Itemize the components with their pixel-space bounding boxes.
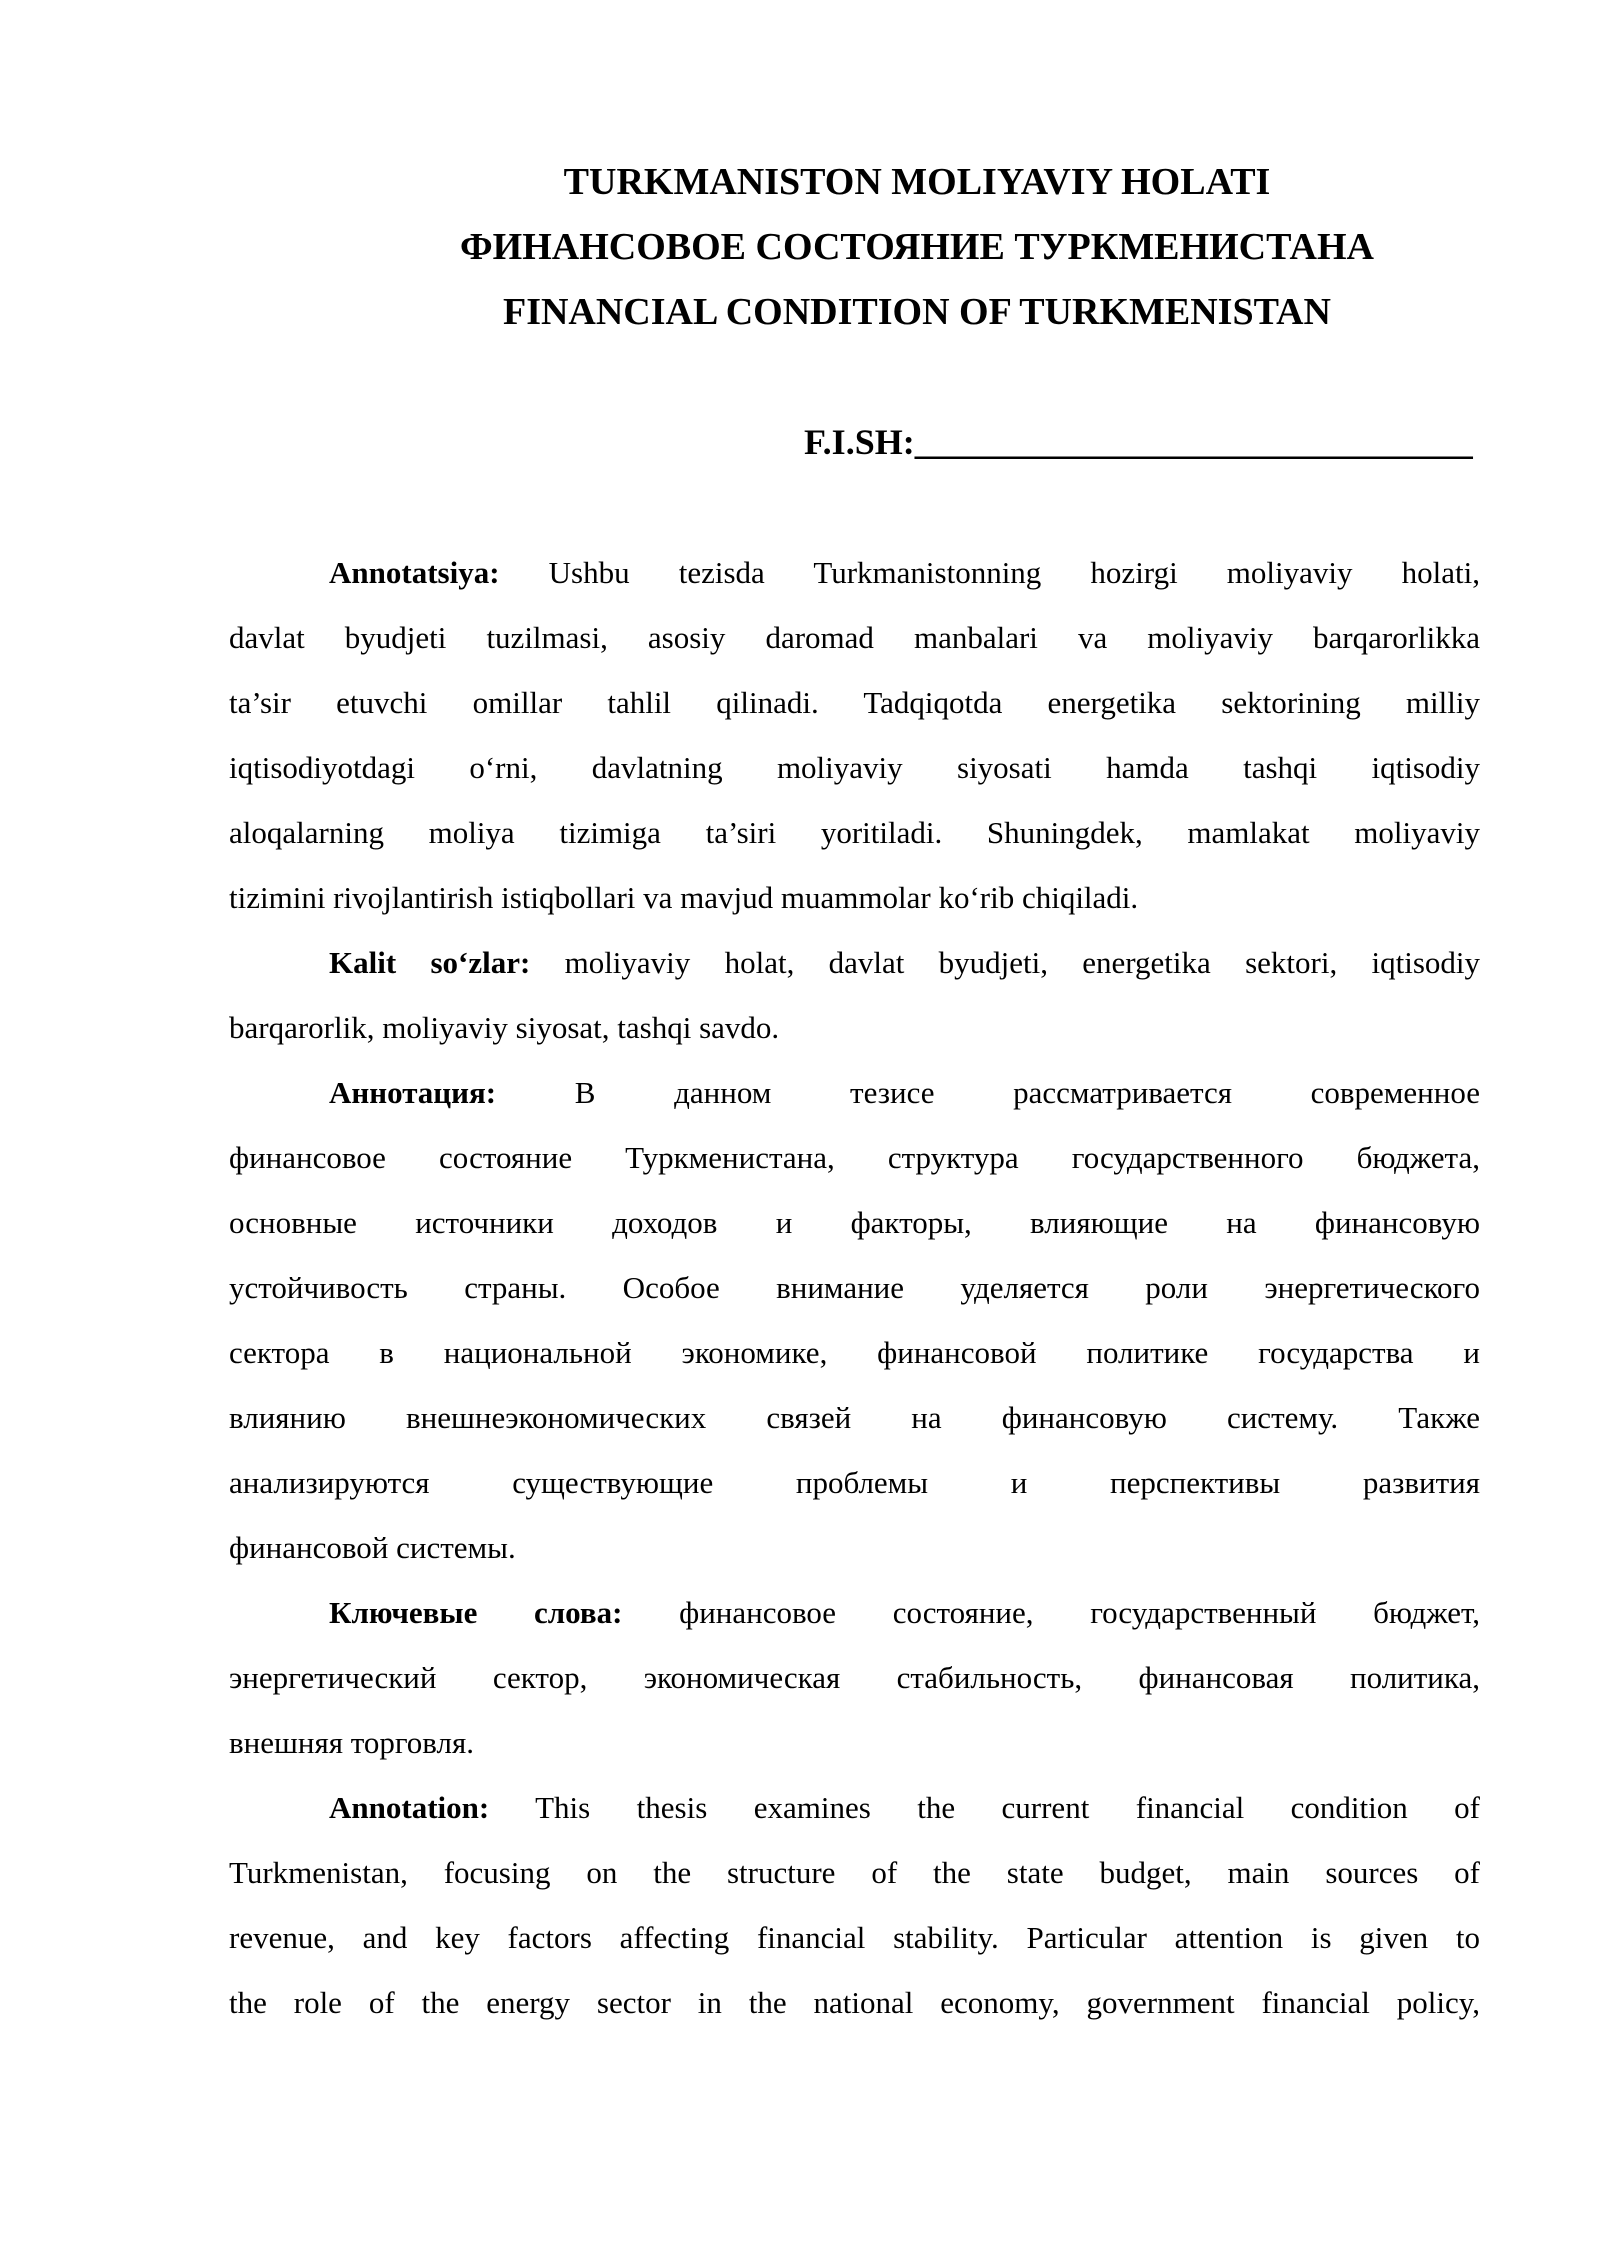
text-line: tizimini rivojlantirish istiqbollari va mavjud muammolar ko‘rib chiqiladi. bbox=[229, 880, 1139, 915]
document-title bbox=[229, 150, 1480, 345]
title-line-russian: ФИНАНСОВОЕ СОСТОЯНИЕ ТУРКМЕНИСТАНА bbox=[460, 226, 1374, 268]
text-line: устойчивость страны. Особое внимание уделяется роли энергетического bbox=[229, 1270, 1480, 1305]
text-line: aloqalarning moliya tizimiga ta’siri yoritiladi. Shuningdek, mamlakat moliyaviy bbox=[229, 815, 1480, 850]
paragraph-lead-label: Annotatsiya: bbox=[329, 555, 500, 590]
text-line: основные источники доходов и факторы, влияющие на финансовую bbox=[229, 1205, 1480, 1240]
author-name-line bbox=[229, 410, 1480, 475]
text-line: Аннотация: В данном тезисе рассматривается современное bbox=[329, 1075, 1480, 1110]
text-line: энергетический сектор, экономическая стабильность, финансовая политика, bbox=[229, 1660, 1480, 1695]
text-line: Annotatsiya: Ushbu tezisda Turkmanistonning hozirgi moliyaviy holati, bbox=[329, 555, 1480, 590]
text-line: barqarorlik, moliyaviy siyosat, tashqi savdo. bbox=[229, 1010, 780, 1045]
text-line: ta’sir etuvchi omillar tahlil qilinadi. Tadqiqotda energetika sektorining milliy bbox=[229, 685, 1480, 720]
text-line: анализируются существующие проблемы и перспективы развития bbox=[229, 1465, 1480, 1500]
title-line-uzbek: TURKMANISTON MOLIYAVIY HOLATI bbox=[563, 161, 1271, 203]
spacer bbox=[229, 345, 1480, 410]
text-line: влиянию внешнеэкономических связей на финансовую систему. Также bbox=[229, 1400, 1480, 1435]
body-paragraphs bbox=[229, 540, 1480, 2035]
text-line: revenue, and key factors affecting financial stability. Particular attention is given to bbox=[229, 1920, 1480, 1955]
text-line: davlat byudjeti tuzilmasi, asosiy daromad manbalari va moliyaviy barqarorlikka bbox=[229, 620, 1480, 655]
text-line: Turkmenistan, focusing on the structure of the state budget, main sources of bbox=[229, 1855, 1480, 1890]
title-line-english: FINANCIAL CONDITION OF TURKMENISTAN bbox=[502, 291, 1331, 333]
fish-blank-underline: _______________________________ bbox=[914, 422, 1473, 462]
text-line: Kalit so‘zlar: moliyaviy holat, davlat byudjeti, energetika sektori, iqtisodiy bbox=[329, 945, 1480, 980]
paragraph-lead-label: Аннотация: bbox=[329, 1075, 497, 1110]
paragraph-lead-label: Ключевые слова: bbox=[329, 1595, 623, 1630]
fish-label: F.I.SH: bbox=[804, 422, 915, 462]
text-line: iqtisodiyotdagi o‘rni, davlatning moliyaviy siyosati hamda tashqi iqtisodiy bbox=[229, 750, 1480, 785]
paragraph-lead-label: Annotation: bbox=[329, 1790, 490, 1825]
text-line: финансовой системы. bbox=[229, 1530, 516, 1565]
text-line: внешняя торговля. bbox=[229, 1725, 475, 1760]
text-line: Annotation: This thesis examines the current financial condition of bbox=[329, 1790, 1480, 1825]
text-line: финансовое состояние Туркменистана, структура государственного бюджета, bbox=[229, 1140, 1480, 1175]
spacer bbox=[229, 475, 1480, 540]
text-line: the role of the energy sector in the national economy, government financial policy, bbox=[229, 1985, 1480, 2020]
text-line: сектора в национальной экономике, финансовой политике государства и bbox=[229, 1335, 1480, 1370]
paragraph-lead-label: Kalit so‘zlar: bbox=[329, 945, 531, 980]
text-line: Ключевые слова: финансовое состояние, государственный бюджет, bbox=[329, 1595, 1480, 1630]
